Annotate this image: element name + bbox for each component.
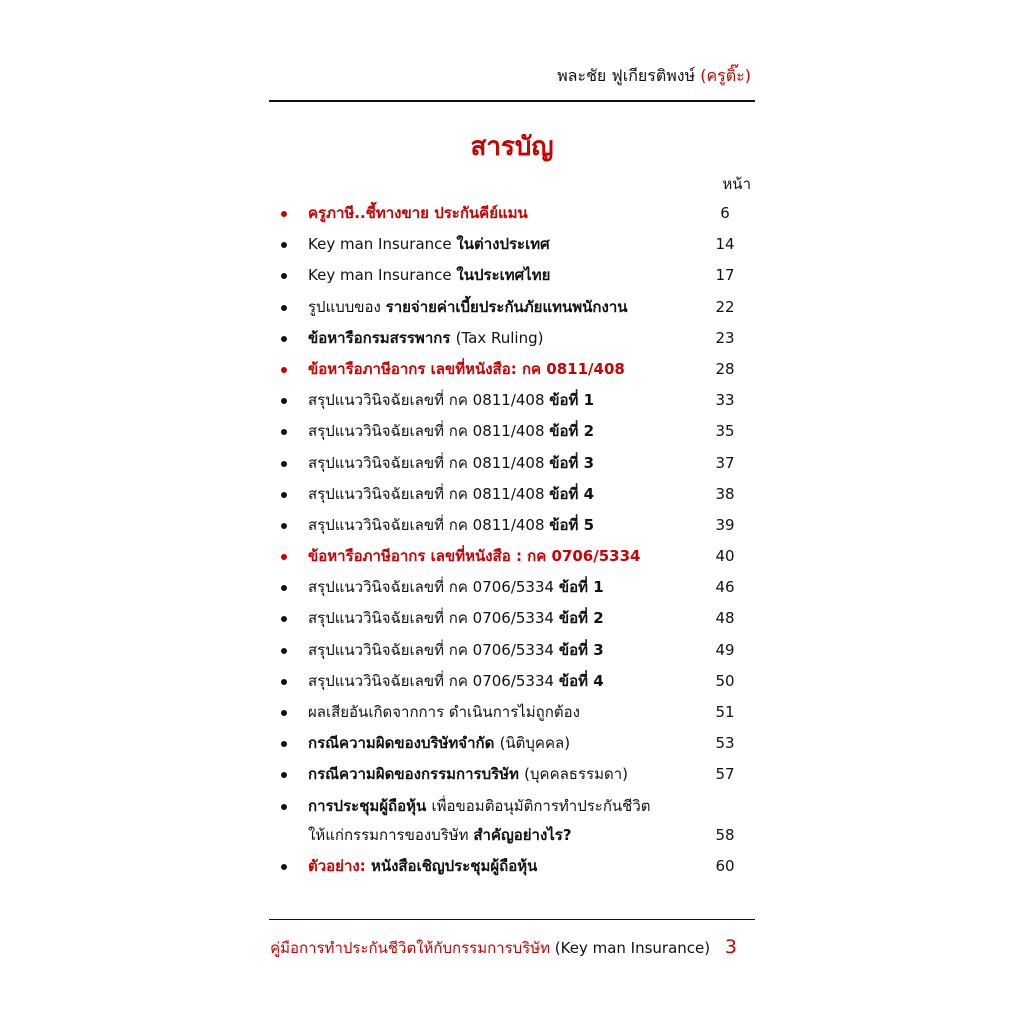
toc-entry (269, 572, 755, 603)
toc-entry (269, 198, 755, 229)
toc-text-segment: การประชุมผู้ถือหุ้น (308, 796, 432, 815)
toc-entry (269, 260, 755, 291)
toc-text-segment: ในต่างประเทศ (456, 235, 550, 254)
toc-entry-title (308, 603, 604, 634)
bullet-icon (281, 367, 287, 373)
toc-text-segment: ข้อที่ 3 (558, 640, 604, 659)
bullet-icon (281, 429, 287, 435)
toc-entry-title (308, 697, 580, 728)
page-title: สารบัญ (470, 132, 554, 162)
toc-text-segment: ข้อหารือภาษีอากร เลขที่หนังสือ : กค 0706/5334 (308, 547, 641, 566)
toc-text-segment: (Tax Ruling) (455, 328, 544, 347)
document-page (269, 0, 755, 1024)
toc-entry-title (308, 728, 570, 759)
bullet-icon (281, 554, 287, 560)
toc-text-segment: สรุปแนววินิจฉัยเลขที่ กค 0706/5334 (308, 578, 559, 597)
toc-entry (269, 603, 755, 634)
toc-text-segment: กรณีความผิดของบริษัทจำกัด (308, 734, 500, 753)
footer-title-thai: คู่มือการทำประกันชีวิตให้กับกรรมการบริษัท (270, 939, 550, 957)
toc-entry (269, 292, 755, 323)
toc-entry-title (308, 572, 604, 603)
toc-entry-title (308, 354, 625, 385)
toc-text-segment: กรณีความผิดของกรรมการบริษัท (308, 765, 525, 784)
toc-entry (269, 541, 755, 572)
toc-text-segment: ข้อที่ 3 (549, 453, 595, 472)
toc-page-number: 14 (715, 235, 735, 254)
toc-entry (269, 416, 755, 447)
toc-entry-title-continued (308, 820, 572, 851)
toc-entry-title (308, 666, 604, 697)
toc-text-segment: สรุปแนววินิจฉัยเลขที่ กค 0811/408 (308, 422, 550, 441)
toc-text-segment: รายจ่ายค่าเบี้ยประกันภัยแทนพนักงาน (385, 297, 628, 316)
toc-page-number: 51 (715, 703, 735, 721)
toc-entry (269, 448, 755, 479)
toc-text-segment: สรุปแนววินิจฉัยเลขที่ กค 0706/5334 (308, 640, 559, 659)
toc-entry-title (308, 791, 651, 822)
toc-page-number: 22 (715, 297, 735, 316)
page-column-label: หน้า (722, 175, 751, 193)
toc-text-segment: หนังสือเชิญประชุมผู้ถือหุ้น (370, 856, 538, 875)
bullet-icon (281, 305, 287, 311)
author-name: พละชัย ฟูเกียรติพงษ์ (557, 66, 696, 85)
toc-text-segment: (บุคคลธรรมดา) (524, 765, 628, 784)
toc-entry-title (308, 323, 543, 354)
toc-entry (269, 229, 755, 260)
toc-text-segment: ให้แก่กรรมการของบริษัท (308, 825, 474, 844)
bullet-icon (281, 648, 287, 654)
toc-text-segment: ข้อที่ 1 (558, 578, 604, 597)
bullet-icon (281, 741, 287, 747)
toc-entry (269, 728, 755, 759)
toc-entry (269, 759, 755, 790)
toc-text-segment: สำคัญอย่างไร? (473, 825, 572, 844)
toc-entry-title (308, 759, 628, 790)
toc-page-number: 49 (715, 640, 735, 659)
bullet-icon (281, 864, 287, 870)
bullet-icon (281, 492, 287, 498)
toc-page-number: 40 (715, 547, 735, 566)
toc-entry-title (308, 541, 640, 572)
bullet-icon (281, 772, 287, 778)
toc-entry-title (308, 416, 594, 447)
bullet-icon (281, 273, 287, 279)
toc-page-number: 35 (715, 422, 735, 441)
toc-text-segment: เพื่อขอมติอนุมัติการทำประกันชีวิต (431, 796, 651, 815)
toc-page-number: 39 (715, 515, 735, 534)
toc-text-segment: ข้อที่ 4 (549, 484, 595, 503)
toc-page-number: 6 (720, 204, 730, 222)
toc-text-segment: ข้อที่ 1 (549, 391, 595, 410)
toc-text-segment: ข้อที่ 4 (558, 671, 604, 690)
toc-entry (269, 510, 755, 541)
toc-entry-title (308, 260, 550, 291)
toc-page-number: 50 (715, 671, 735, 690)
toc-page-number: 38 (715, 484, 735, 503)
bullet-icon (281, 211, 287, 217)
toc-entry (269, 385, 755, 416)
toc-page-number: 28 (715, 359, 735, 378)
toc-entry-title (308, 510, 594, 541)
toc-entry (269, 851, 755, 882)
author-header (557, 64, 751, 89)
toc-text-segment: ข้อที่ 2 (558, 609, 604, 628)
toc-text-segment: สรุปแนววินิจฉัยเลขที่ กค 0811/408 (308, 515, 550, 534)
footer-title-english: (Key man Insurance) (554, 939, 711, 957)
toc-text-segment: ครูภาษี..ชี้ทางขาย ประกันคีย์แมน (308, 204, 528, 222)
bullet-icon (281, 336, 287, 342)
bullet-icon (281, 616, 287, 622)
toc-entry (269, 323, 755, 354)
toc-entry-title (308, 635, 604, 666)
toc-text-segment: สรุปแนววินิจฉัยเลขที่ กค 0811/408 (308, 391, 550, 410)
toc-text-segment: Key man Insurance (308, 235, 457, 254)
toc-text-segment: ตัวอย่าง: (308, 856, 371, 875)
toc-entry-title (308, 198, 528, 229)
toc-page-number: 46 (715, 578, 735, 597)
toc-text-segment: ผลเสียอันเกิดจากการ ดำเนินการไม่ถูกต้อง (308, 703, 580, 721)
footer-rule (269, 919, 755, 920)
author-nickname: (ครูติ๊ะ) (700, 66, 751, 85)
bullet-icon (281, 398, 287, 404)
bullet-icon (281, 523, 287, 529)
toc-entry-title (308, 448, 594, 479)
toc-page-number: 37 (715, 453, 735, 472)
toc-text-segment: ข้อหารือกรมสรรพากร (308, 328, 456, 347)
toc-text-segment: ข้อที่ 2 (549, 422, 595, 441)
toc-text-segment: ข้อหารือภาษีอากร เลขที่หนังสือ: กค 0811/408 (308, 359, 625, 378)
toc-text-segment: สรุปแนววินิจฉัยเลขที่ กค 0811/408 (308, 453, 550, 472)
bullet-icon (281, 679, 287, 685)
toc-text-segment: ข้อที่ 5 (549, 515, 595, 534)
header-rule (269, 100, 755, 102)
bullet-icon (281, 585, 287, 591)
toc-text-segment: สรุปแนววินิจฉัยเลขที่ กค 0706/5334 (308, 609, 559, 628)
toc-entry (269, 666, 755, 697)
toc-page-number: 60 (715, 856, 735, 875)
toc-entry (269, 635, 755, 666)
toc-entry (269, 354, 755, 385)
toc-entry-title (308, 479, 594, 510)
toc-page-number: 48 (715, 609, 735, 628)
toc-text-segment: สรุปแนววินิจฉัยเลขที่ กค 0706/5334 (308, 671, 559, 690)
toc-text-segment: ในประเทศไทย (456, 266, 551, 285)
toc-text-segment: (นิติบุคคล) (499, 734, 571, 753)
toc-entry (269, 479, 755, 510)
toc-entry-title (308, 385, 594, 416)
bullet-icon (281, 242, 287, 248)
footer (270, 936, 737, 960)
toc-page-number: 58 (715, 825, 735, 844)
toc-entry-title (308, 229, 550, 260)
toc-page-number: 53 (715, 734, 735, 753)
toc-page-number: 17 (715, 266, 735, 285)
toc-entry (269, 791, 755, 851)
toc-page-number: 23 (715, 328, 735, 347)
footer-page-number: 3 (724, 936, 737, 958)
toc-page-number: 33 (715, 391, 735, 410)
toc-text-segment: สรุปแนววินิจฉัยเลขที่ กค 0811/408 (308, 484, 550, 503)
bullet-icon (281, 461, 287, 467)
toc-text-segment: Key man Insurance (308, 266, 457, 285)
toc-entry (269, 697, 755, 728)
toc-entry-title (308, 292, 628, 323)
table-of-contents (269, 198, 755, 882)
toc-entry-title (308, 851, 537, 882)
bullet-icon (281, 710, 287, 716)
toc-page-number: 57 (715, 765, 735, 784)
bullet-icon (281, 804, 287, 810)
toc-text-segment: รูปแบบของ (308, 297, 386, 316)
